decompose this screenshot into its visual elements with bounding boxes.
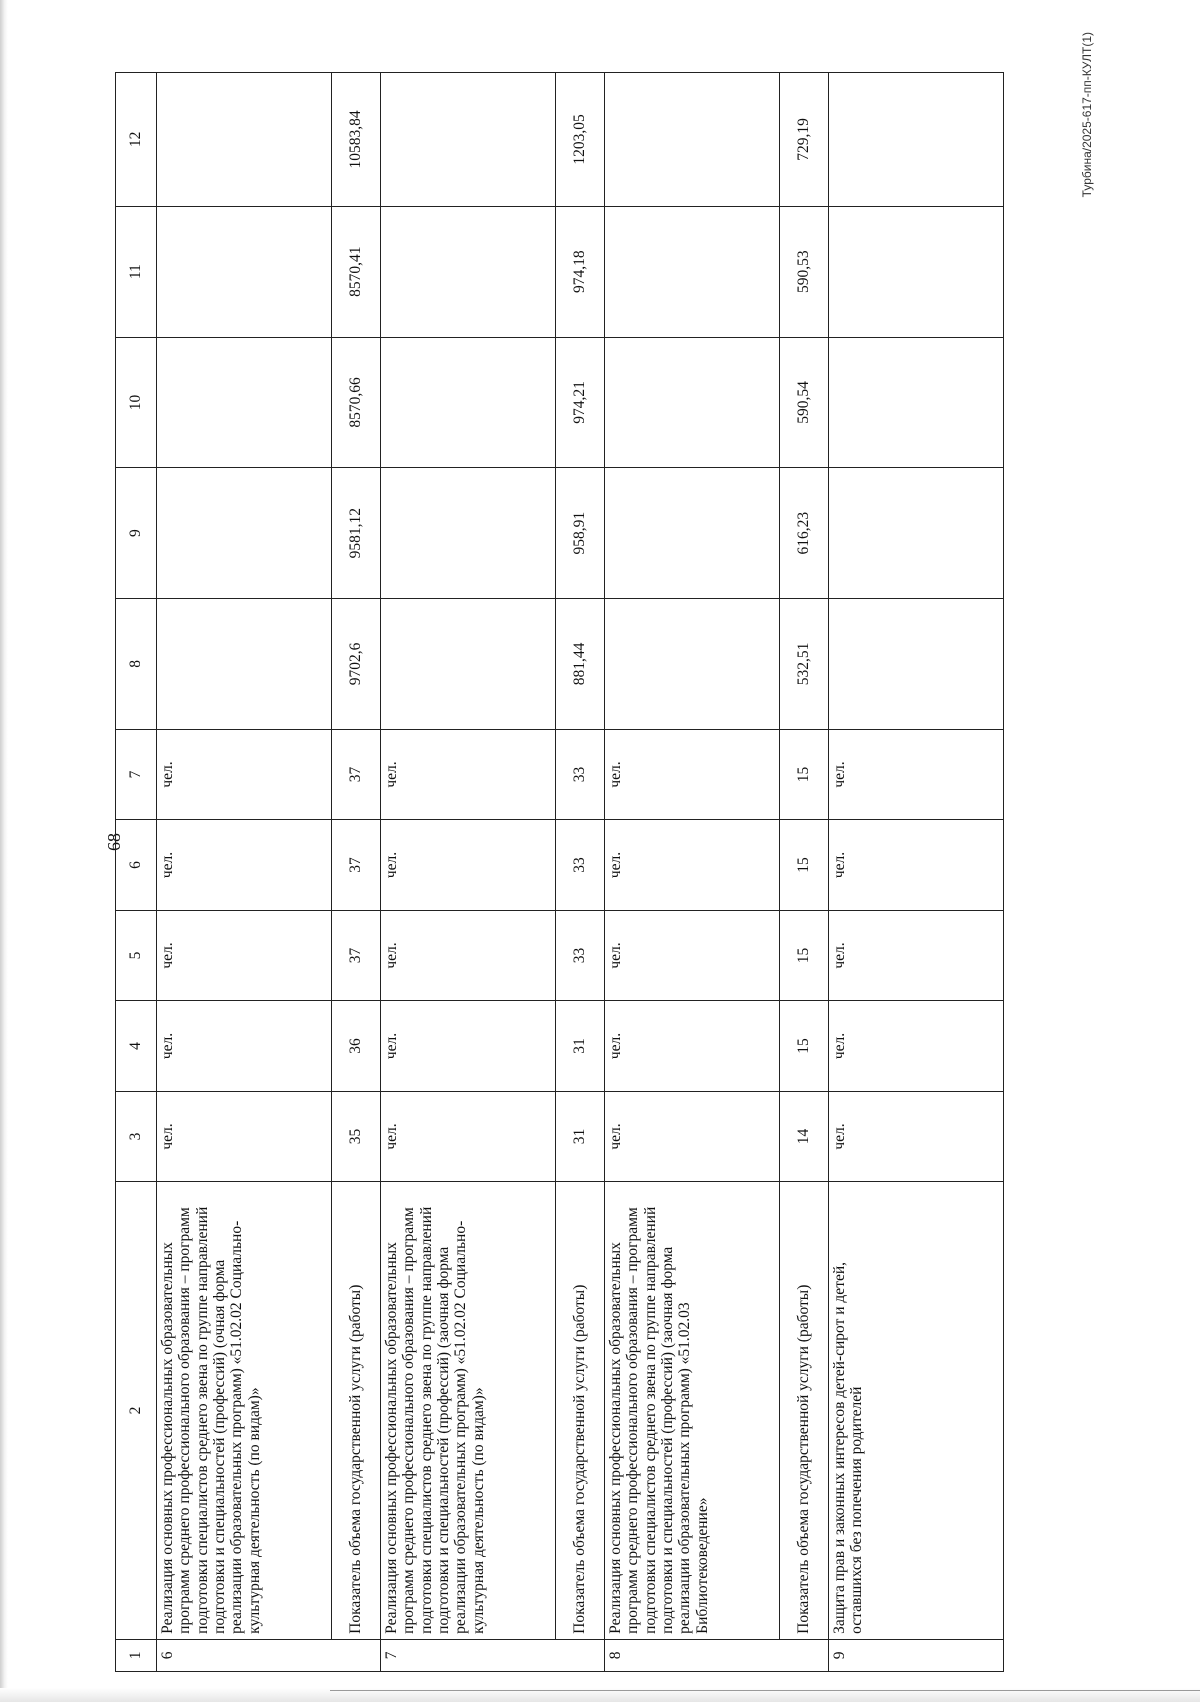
service-name: Реализация основных профессиональных образовательных программ среднего профессионального образования – программ подготовки специалистов среднего звена по группе направлений подготовки и специальностей (профессий) (очная форма реализации образовательных программ) «51.02.02 Социально-культурная деятельность (по видам)»	[157, 1182, 332, 1640]
unit-cell: чел.	[605, 1091, 780, 1182]
value-cell: 33	[556, 910, 605, 1001]
scan-artifact-line	[330, 1690, 1200, 1691]
empty-cell	[829, 206, 1004, 337]
empty-cell	[605, 337, 780, 468]
empty-cell	[829, 337, 1004, 468]
empty-cell	[157, 73, 332, 207]
empty-cell	[605, 206, 780, 337]
value-cell: 729,19	[780, 73, 829, 207]
column-number: 3	[116, 1091, 157, 1182]
unit-cell: чел.	[157, 1091, 332, 1182]
unit-cell: чел.	[381, 1091, 556, 1182]
unit-cell: чел.	[157, 729, 332, 820]
empty-cell	[829, 468, 1004, 599]
value-cell: 958,91	[556, 468, 605, 599]
total-label: Показатель объема государственной услуги (работы)	[780, 1182, 829, 1640]
unit-cell: чел.	[157, 1001, 332, 1092]
unit-cell: чел.	[157, 910, 332, 1001]
value-cell: 31	[556, 1001, 605, 1092]
value-cell: 974,18	[556, 206, 605, 337]
unit-cell: чел.	[829, 1001, 1004, 1092]
unit-cell: чел.	[381, 910, 556, 1001]
column-number: 9	[116, 468, 157, 599]
value-cell: 36	[332, 1001, 381, 1092]
value-cell: 31	[556, 1091, 605, 1182]
unit-cell: чел.	[605, 729, 780, 820]
unit-cell: чел.	[605, 820, 780, 911]
column-number: 11	[116, 206, 157, 337]
empty-cell	[381, 206, 556, 337]
service-name: Защита прав и законных интересов детей-сирот и детей, оставшихся без попечения родителей	[829, 1182, 1004, 1640]
value-cell: 881,44	[556, 599, 605, 730]
page-number: 68	[104, 833, 124, 851]
value-cell: 35	[332, 1091, 381, 1182]
value-cell: 616,23	[780, 468, 829, 599]
services-table	[115, 72, 1004, 1672]
empty-cell	[157, 599, 332, 730]
empty-cell	[381, 468, 556, 599]
empty-cell	[381, 337, 556, 468]
column-number: 2	[116, 1182, 157, 1640]
value-cell: 15	[780, 910, 829, 1001]
row-number: 7	[381, 1639, 605, 1671]
value-cell: 10583,84	[332, 73, 381, 207]
unit-cell: чел.	[829, 729, 1004, 820]
empty-cell	[381, 73, 556, 207]
empty-cell	[157, 468, 332, 599]
column-number: 8	[116, 599, 157, 730]
value-cell: 8570,66	[332, 337, 381, 468]
unit-cell: чел.	[157, 820, 332, 911]
unit-cell: чел.	[829, 910, 1004, 1001]
value-cell: 9702,6	[332, 599, 381, 730]
value-cell: 33	[556, 729, 605, 820]
total-label: Показатель объема государственной услуги (работы)	[556, 1182, 605, 1640]
value-cell: 15	[780, 1001, 829, 1092]
value-cell: 590,54	[780, 337, 829, 468]
table-row	[605, 73, 780, 1672]
table-row	[157, 73, 332, 1672]
value-cell: 15	[780, 729, 829, 820]
column-number: 6	[116, 820, 157, 911]
unit-cell: чел.	[829, 820, 1004, 911]
total-label: Показатель объема государственной услуги (работы)	[332, 1182, 381, 1640]
value-cell: 33	[556, 820, 605, 911]
value-cell: 8570,41	[332, 206, 381, 337]
rotated-document-sheet	[20, 0, 1160, 1702]
value-cell: 37	[332, 729, 381, 820]
table-row	[381, 73, 556, 1672]
column-number: 7	[116, 729, 157, 820]
empty-cell	[605, 468, 780, 599]
column-number: 12	[116, 73, 157, 207]
column-number: 10	[116, 337, 157, 468]
empty-cell	[381, 599, 556, 730]
column-number: 4	[116, 1001, 157, 1092]
value-cell: 1203,05	[556, 73, 605, 207]
empty-cell	[829, 73, 1004, 207]
row-number: 8	[605, 1639, 829, 1671]
empty-cell	[157, 206, 332, 337]
value-cell: 590,53	[780, 206, 829, 337]
unit-cell: чел.	[381, 820, 556, 911]
value-cell: 532,51	[780, 599, 829, 730]
row-number: 9	[829, 1639, 1004, 1671]
total-row	[780, 73, 829, 1672]
scan-left-edge	[0, 0, 8, 1702]
empty-cell	[829, 599, 1004, 730]
column-number-row	[116, 73, 157, 1672]
unit-cell: чел.	[829, 1091, 1004, 1182]
unit-cell: чел.	[381, 729, 556, 820]
total-row	[332, 73, 381, 1672]
empty-cell	[157, 337, 332, 468]
value-cell: 9581,12	[332, 468, 381, 599]
service-name: Реализация основных профессиональных образовательных программ среднего профессионального образования – программ подготовки специалистов среднего звена по группе направлений подготовки и специальностей (профессий) (заочная форма реализации образовательных программ) «51.02.03 Библиотековедение»	[605, 1182, 780, 1640]
empty-cell	[605, 599, 780, 730]
value-cell: 974,21	[556, 337, 605, 468]
value-cell: 14	[780, 1091, 829, 1182]
row-number: 6	[157, 1639, 381, 1671]
table-row	[829, 73, 1004, 1672]
column-number: 5	[116, 910, 157, 1001]
empty-cell	[605, 73, 780, 207]
service-name: Реализация основных профессиональных образовательных программ среднего профессионального образования – программ подготовки специалистов среднего звена по группе направлений подготовки и специальностей (профессий) (заочная форма реализации образовательных программ) «51.02.02 Социально-культурная деятельность (по видам)»	[381, 1182, 556, 1640]
document-stamp: Турбина/2025-617-пп-КУЛТ(1)	[1080, 32, 1094, 198]
unit-cell: чел.	[605, 1001, 780, 1092]
total-row	[556, 73, 605, 1672]
value-cell: 15	[780, 820, 829, 911]
unit-cell: чел.	[605, 910, 780, 1001]
column-number: 1	[116, 1639, 157, 1671]
value-cell: 37	[332, 820, 381, 911]
value-cell: 37	[332, 910, 381, 1001]
unit-cell: чел.	[381, 1001, 556, 1092]
